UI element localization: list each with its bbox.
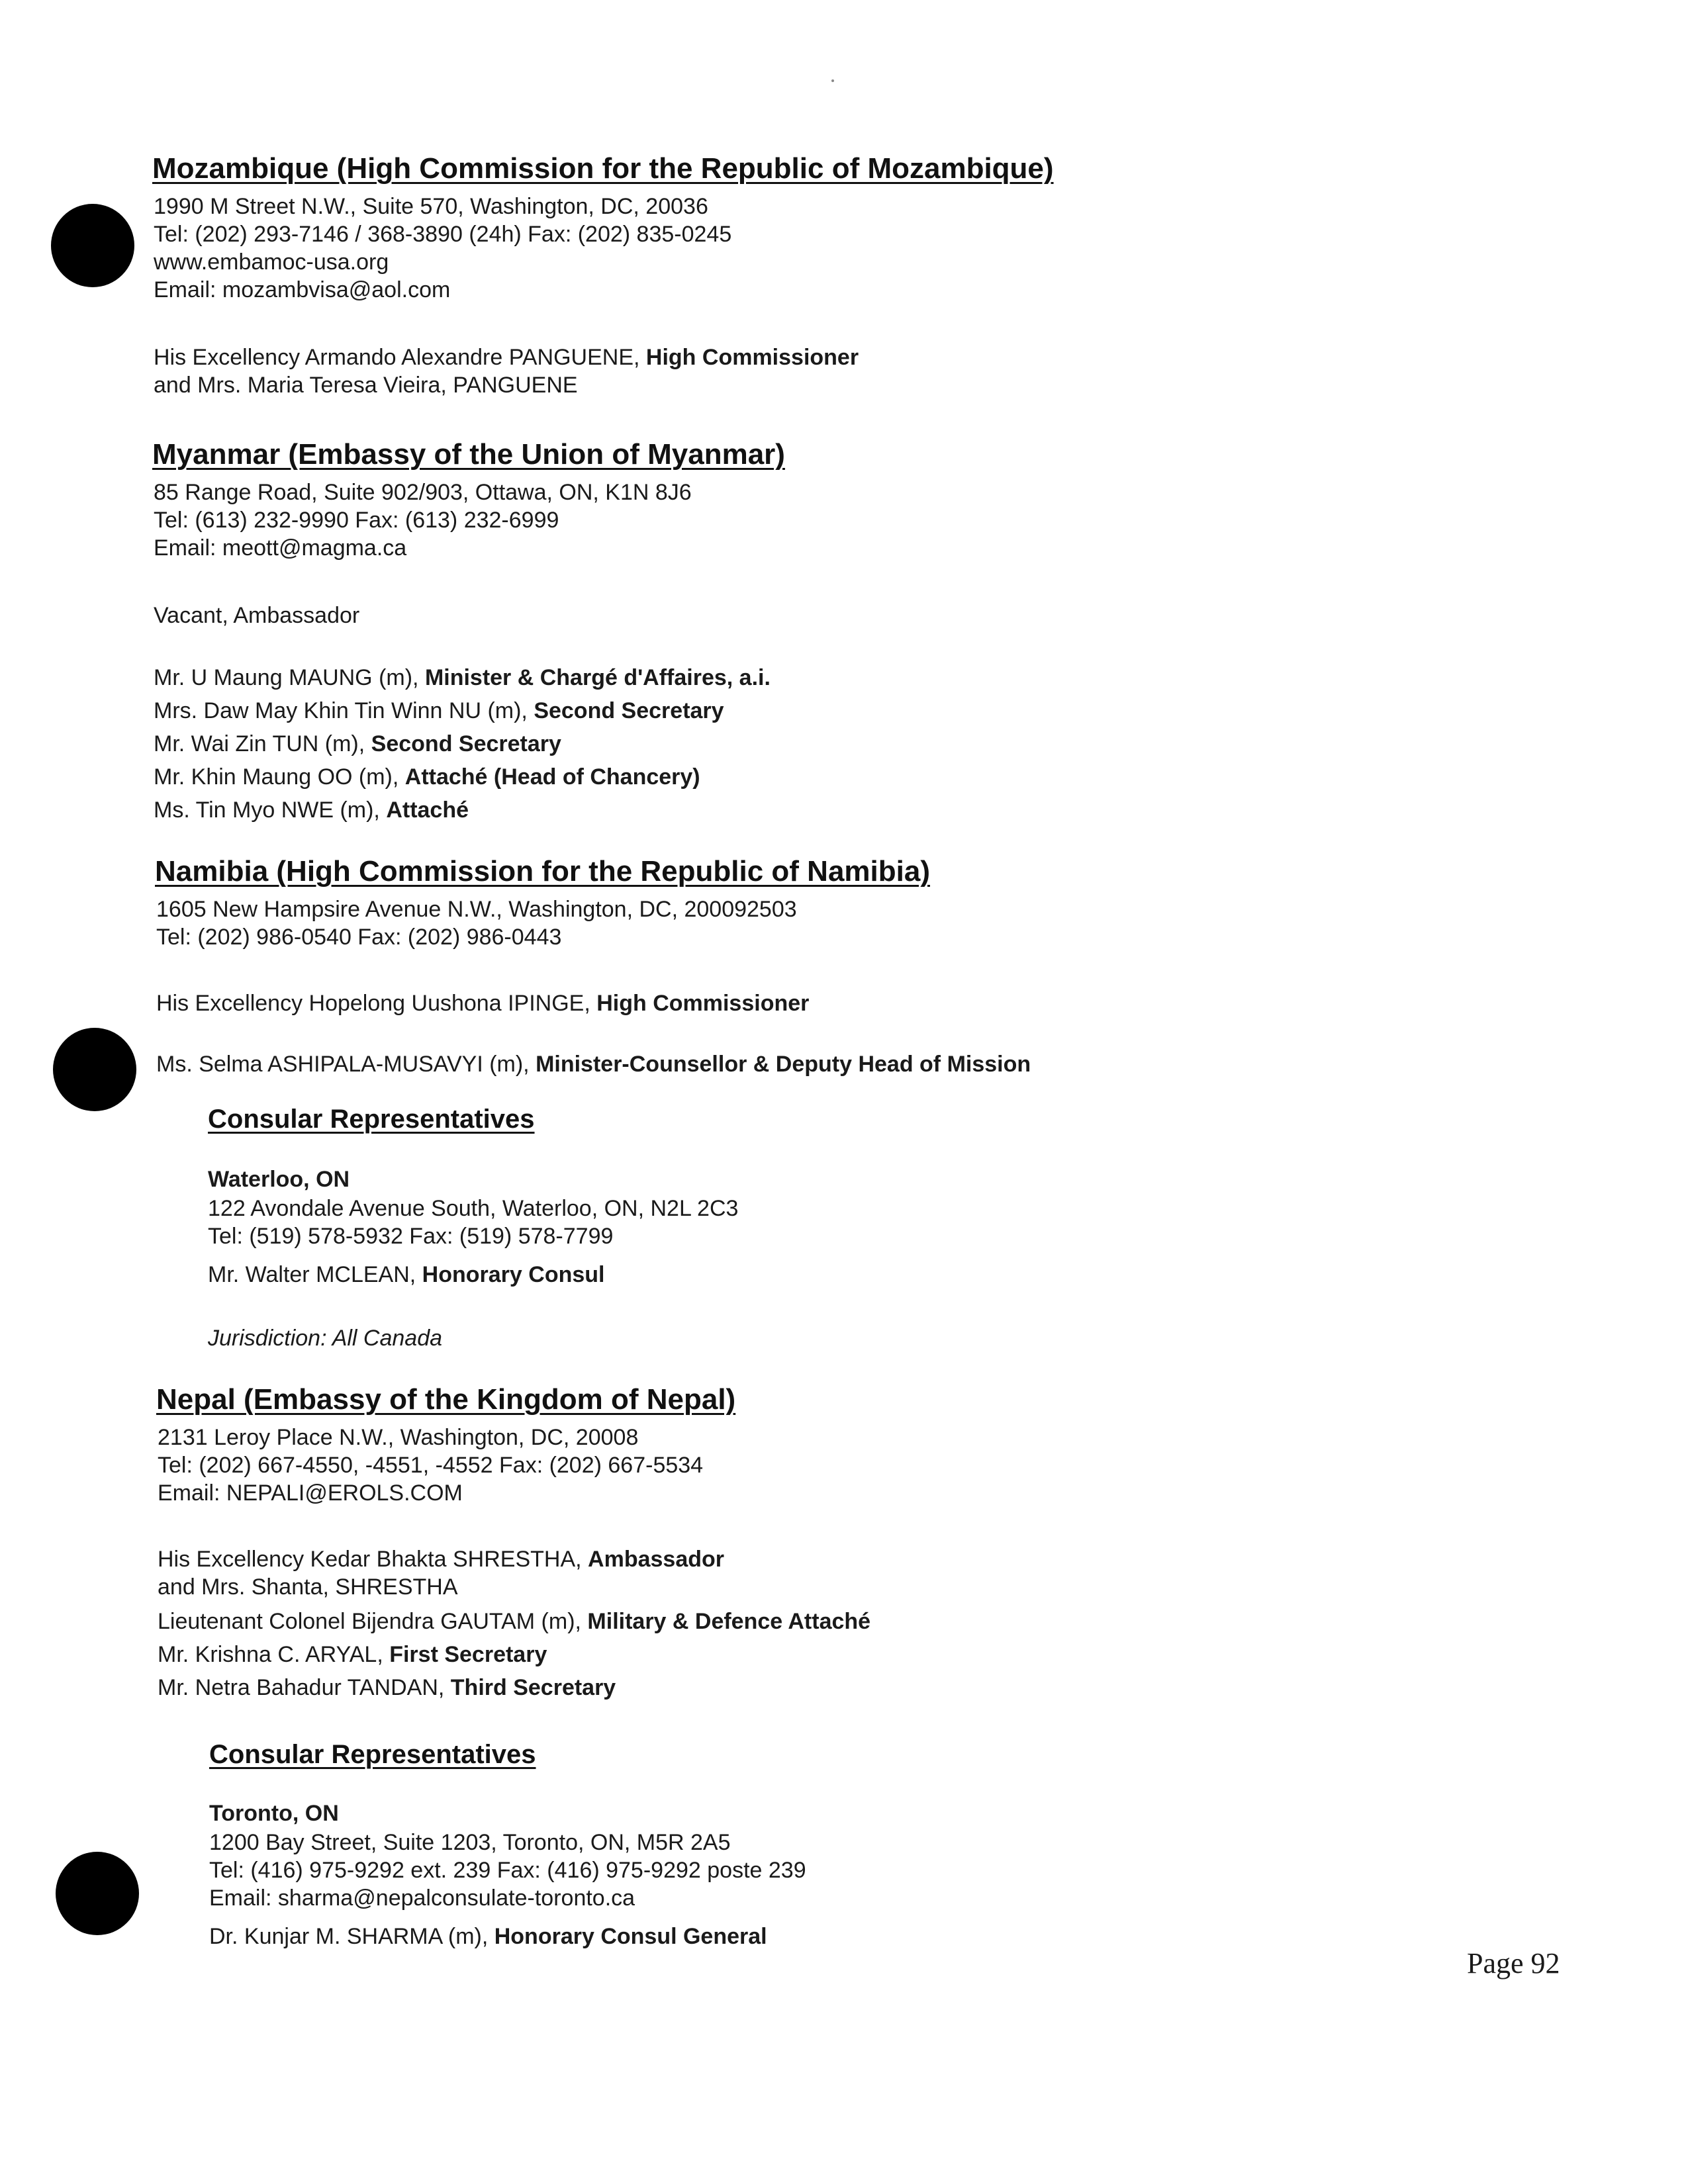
telephone: Tel: (202) 293-7146 / 368-3890 (24h) Fax: (202) 835-0245 (154, 222, 732, 247)
address: 1990 M Street N.W., Suite 570, Washington, DC, 20036 (154, 194, 708, 219)
consular-rep (208, 1260, 604, 1289)
staff-title: Second Secretary (534, 698, 724, 723)
staff-entry (154, 729, 561, 758)
staff-name: Lieutenant Colonel Bijendra GAUTAM (m), (158, 1609, 588, 1634)
section-heading-mozambique: Mozambique (High Commission for the Republic of Mozambique) (152, 152, 1054, 185)
consular-heading: Consular Representatives (209, 1740, 536, 1769)
vacant-ambassador: Vacant, Ambassador (154, 603, 360, 628)
staff-name: Mr. Netra Bahadur TANDAN, (158, 1675, 451, 1700)
staff-title: Honorary Consul (422, 1262, 605, 1287)
staff-name: Mr. Krishna C. ARYAL, (158, 1642, 390, 1667)
staff-entry (154, 696, 724, 725)
email: Email: mozambvisa@aol.com (154, 277, 451, 302)
staff-entry (158, 1572, 458, 1602)
staff-title: Second Secretary (371, 731, 561, 756)
page-number: Page 92 (1467, 1947, 1560, 1979)
staff-entry (154, 796, 469, 825)
email: Email: meott@magma.ca (154, 535, 407, 561)
staff-name: Mrs. Daw May Khin Tin Winn NU (m), (154, 698, 534, 723)
staff-name: His Excellency Kedar Bhakta SHRESTHA, (158, 1547, 588, 1572)
staff-title: High Commissioner (596, 991, 810, 1016)
staff-name: Mr. U Maung MAUNG (m), (154, 665, 425, 690)
section-heading-namibia: Namibia (High Commission for the Republic of Namibia) (155, 855, 930, 887)
jurisdiction: Jurisdiction: All Canada (208, 1326, 443, 1351)
staff-name: His Excellency Armando Alexandre PANGUENE, (154, 345, 646, 370)
staff-title: Third Secretary (450, 1675, 616, 1700)
staff-name: Mr. Khin Maung OO (m), (154, 764, 405, 790)
staff-name: Mr. Walter MCLEAN, (208, 1262, 422, 1287)
staff-title: High Commissioner (645, 345, 859, 370)
staff-entry (158, 1640, 547, 1669)
staff-name: His Excellency Hopelong Uushona IPINGE, (156, 991, 597, 1016)
staff-entry (154, 663, 771, 692)
punch-hole-middle (53, 1028, 136, 1111)
address: 85 Range Road, Suite 902/903, Ottawa, ON, K1N 8J6 (154, 480, 692, 505)
staff-title: Minister & Chargé d'Affaires, a.i. (424, 665, 771, 690)
address: 1605 New Hampsire Avenue N.W., Washington, DC, 200092503 (156, 897, 797, 922)
website: www.embamoc-usa.org (154, 250, 389, 275)
staff-title: Ambassador (588, 1547, 724, 1572)
punch-hole-top (51, 204, 134, 287)
staff-title: Honorary Consul General (494, 1924, 767, 1949)
staff-entry (154, 371, 578, 400)
section-heading-nepal: Nepal (Embassy of the Kingdom of Nepal) (156, 1383, 736, 1416)
staff-name: Dr. Kunjar M. SHARMA (m), (209, 1924, 494, 1949)
staff-entry (154, 343, 859, 372)
telephone: Tel: (613) 232-9990 Fax: (613) 232-6999 (154, 508, 559, 533)
consular-city: Waterloo, ON (208, 1167, 350, 1192)
consular-rep (209, 1922, 767, 1951)
staff-name: and Mrs. Maria Teresa Vieira, PANGUENE (154, 373, 578, 398)
staff-entry (156, 989, 809, 1018)
consular-telephone: Tel: (519) 578-5932 Fax: (519) 578-7799 (208, 1224, 614, 1249)
staff-title: Minister-Counsellor & Deputy Head of Mission (536, 1052, 1031, 1077)
staff-entry (154, 762, 700, 792)
staff-entry (156, 1050, 1031, 1079)
email: Email: NEPALI@EROLS.COM (158, 1480, 463, 1506)
staff-name: Mr. Wai Zin TUN (m), (154, 731, 371, 756)
consular-heading: Consular Representatives (208, 1105, 535, 1134)
staff-name: Ms. Tin Myo NWE (m), (154, 797, 387, 823)
scan-speck (831, 79, 834, 82)
staff-entry (158, 1607, 870, 1636)
section-heading-myanmar: Myanmar (Embassy of the Union of Myanmar) (152, 438, 785, 471)
staff-title: Military & Defence Attaché (587, 1609, 871, 1634)
staff-name: and Mrs. Shanta, SHRESTHA (158, 1574, 458, 1600)
punch-hole-bottom (56, 1852, 139, 1935)
staff-title: Attaché (Head of Chancery) (404, 764, 700, 790)
staff-name: Ms. Selma ASHIPALA-MUSAVYI (m), (156, 1052, 536, 1077)
telephone: Tel: (202) 986-0540 Fax: (202) 986-0443 (156, 925, 562, 950)
staff-entry (158, 1545, 724, 1574)
consular-address: 122 Avondale Avenue South, Waterloo, ON, N2L 2C3 (208, 1196, 739, 1221)
consular-telephone: Tel: (416) 975-9292 ext. 239 Fax: (416) 975-9292 poste 239 (209, 1858, 806, 1883)
staff-title: Attaché (386, 797, 469, 823)
consular-address: 1200 Bay Street, Suite 1203, Toronto, ON, M5R 2A5 (209, 1830, 731, 1855)
telephone: Tel: (202) 667-4550, -4551, -4552 Fax: (202) 667-5534 (158, 1453, 704, 1478)
staff-title: First Secretary (389, 1642, 547, 1667)
consular-email: Email: sharma@nepalconsulate-toronto.ca (209, 1886, 635, 1911)
staff-entry (158, 1673, 616, 1702)
consular-city: Toronto, ON (209, 1801, 339, 1826)
address: 2131 Leroy Place N.W., Washington, DC, 20008 (158, 1425, 639, 1450)
